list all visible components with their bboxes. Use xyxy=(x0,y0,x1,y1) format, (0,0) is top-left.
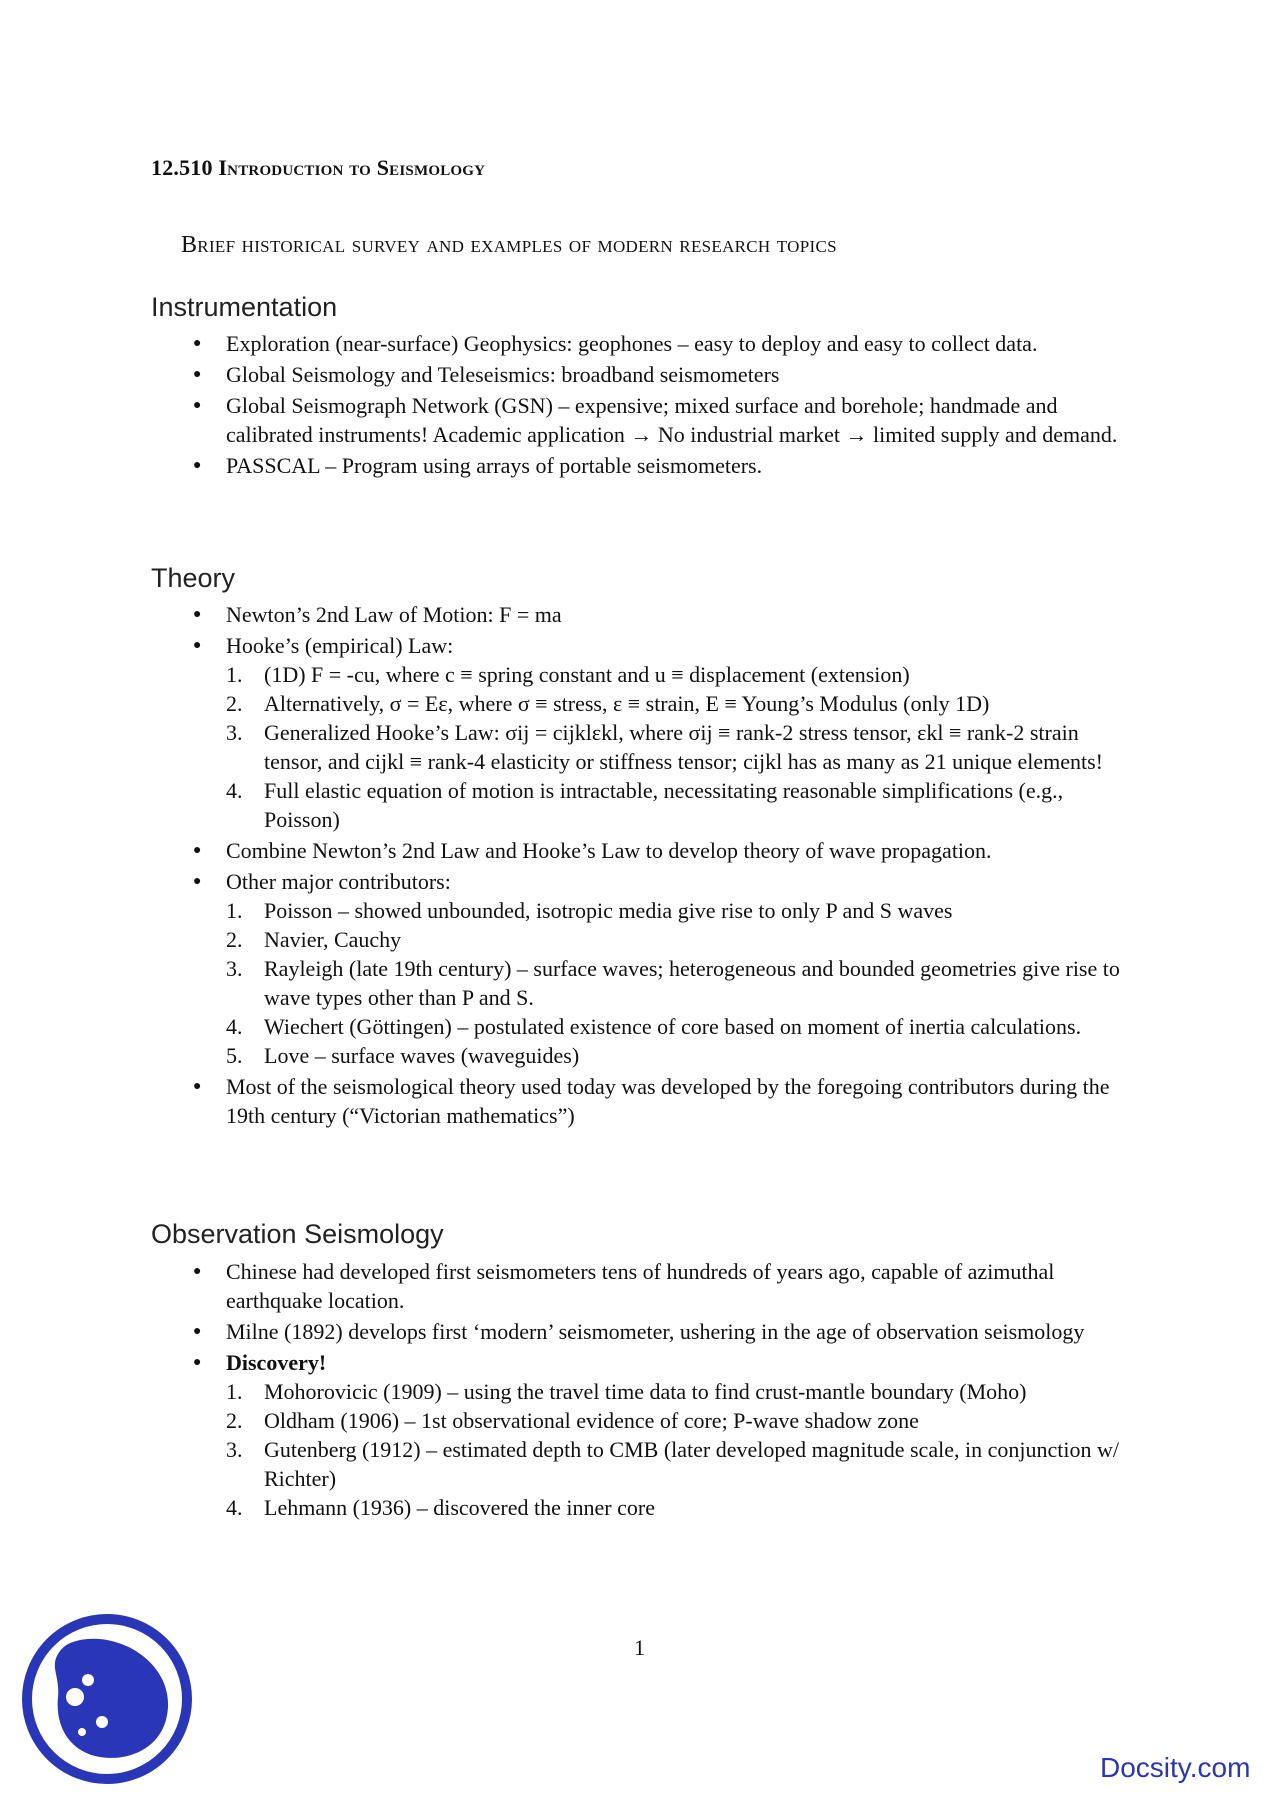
hooke-sublist xyxy=(226,660,1141,834)
numbered-item: 1. Poisson – showed unbounded, isotropic media give rise to only P and S waves xyxy=(226,898,953,923)
numbered-item: 3. Rayleigh (late 19th century) – surface waves; heterogeneous and bounded geometries give rise to wave types other than P and S. xyxy=(226,956,1120,1010)
list-item: ● PASSCAL – Program using arrays of portable seismometers. xyxy=(151,451,1141,480)
theory-list xyxy=(151,600,1141,1132)
list-item: ● Exploration (near-surface) Geophysics: geophones – easy to deploy and easy to collect data. xyxy=(151,329,1141,358)
list-item: ● Chinese had developed first seismometers tens of hundreds of years ago, capable of azimuthal earthquake location. xyxy=(151,1257,1141,1315)
discovery-sublist xyxy=(226,1377,1141,1522)
list-item: ● Global Seismology and Teleseismics: broadband seismometers xyxy=(151,360,1141,389)
numbered-item: 5. Love – surface waves (waveguides) xyxy=(226,1043,580,1068)
contributors-sublist xyxy=(226,896,1141,1070)
section-heading-observation: Observation Seismology xyxy=(151,1219,444,1249)
numbered-item: 4. Full elastic equation of motion is intractable, necessitating reasonable simplifications (e.g., Poisson) xyxy=(226,778,1064,832)
section-heading-theory: Theory xyxy=(151,563,236,593)
discovery-label: Discovery! xyxy=(226,1350,327,1375)
numbered-item: 2. Navier, Cauchy xyxy=(226,927,402,952)
list-item: ● Combine Newton’s 2nd Law and Hooke’s Law to develop theory of wave propagation. xyxy=(151,836,1141,865)
numbered-item: 4. Lehmann (1936) – discovered the inner core xyxy=(226,1495,655,1520)
contributors-label: Other major contributors: xyxy=(226,869,451,894)
course-title xyxy=(151,155,485,181)
numbered-item: 2. Oldham (1906) – 1st observational evidence of core; P-wave shadow zone xyxy=(226,1408,919,1433)
docsity-brand-link[interactable]: Docsity.com xyxy=(1100,1752,1251,1783)
section-heading-instrumentation: Instrumentation xyxy=(151,292,338,322)
course-number: 12.510 xyxy=(151,155,213,180)
course-name: Introduction to Seismology xyxy=(218,155,486,180)
list-item xyxy=(151,1348,1141,1522)
numbered-item: 4. Wiechert (Göttingen) – postulated existence of core based on moment of inertia calculations. xyxy=(226,1014,1082,1039)
numbered-item: 3. Generalized Hooke’s Law: σij = cijklεkl, where σij ≡ rank-2 stress tensor, εkl ≡ rank-2 strain tensor, and cijkl ≡ rank-4 elasticity or stiffness tensor; cijkl has as many as 21 unique elements! xyxy=(226,720,1103,774)
docsity-logo-icon[interactable] xyxy=(20,1612,195,1787)
numbered-item: 1. Mohorovicic (1909) – using the travel time data to find crust-mantle boundary (Moho) xyxy=(226,1379,1027,1404)
document-subtitle: Brief historical survey and examples of modern research topics xyxy=(181,232,837,258)
list-item xyxy=(151,631,1141,834)
hooke-label: Hooke’s (empirical) Law: xyxy=(226,633,454,658)
numbered-item: 1. (1D) F = -cu, where c ≡ spring constant and u ≡ displacement (extension) xyxy=(226,662,910,687)
numbered-item: 2. Alternatively, σ = Eε, where σ ≡ stress, ε ≡ strain, E ≡ Young’s Modulus (only 1D) xyxy=(226,691,990,716)
list-item xyxy=(151,867,1141,1070)
numbered-item: 3. Gutenberg (1912) – estimated depth to CMB (later developed magnitude scale, in conjunction w/ Richter) xyxy=(226,1437,1119,1491)
list-item: ● Global Seismograph Network (GSN) – expensive; mixed surface and borehole; handmade and calibrated instruments! Academic application → No industrial market → limited supply and demand. xyxy=(151,391,1141,449)
page-number: 1 xyxy=(634,1635,645,1660)
list-item: ● Most of the seismological theory used today was developed by the foregoing contributors during the 19th century (“Victorian mathematics”) xyxy=(151,1072,1141,1130)
list-item: ● Milne (1892) develops first ‘modern’ seismometer, ushering in the age of observation seismology xyxy=(151,1317,1141,1346)
instrumentation-list xyxy=(151,329,1141,482)
observation-list xyxy=(151,1257,1141,1524)
list-item: ● Newton’s 2nd Law of Motion: F = ma xyxy=(151,600,1141,629)
